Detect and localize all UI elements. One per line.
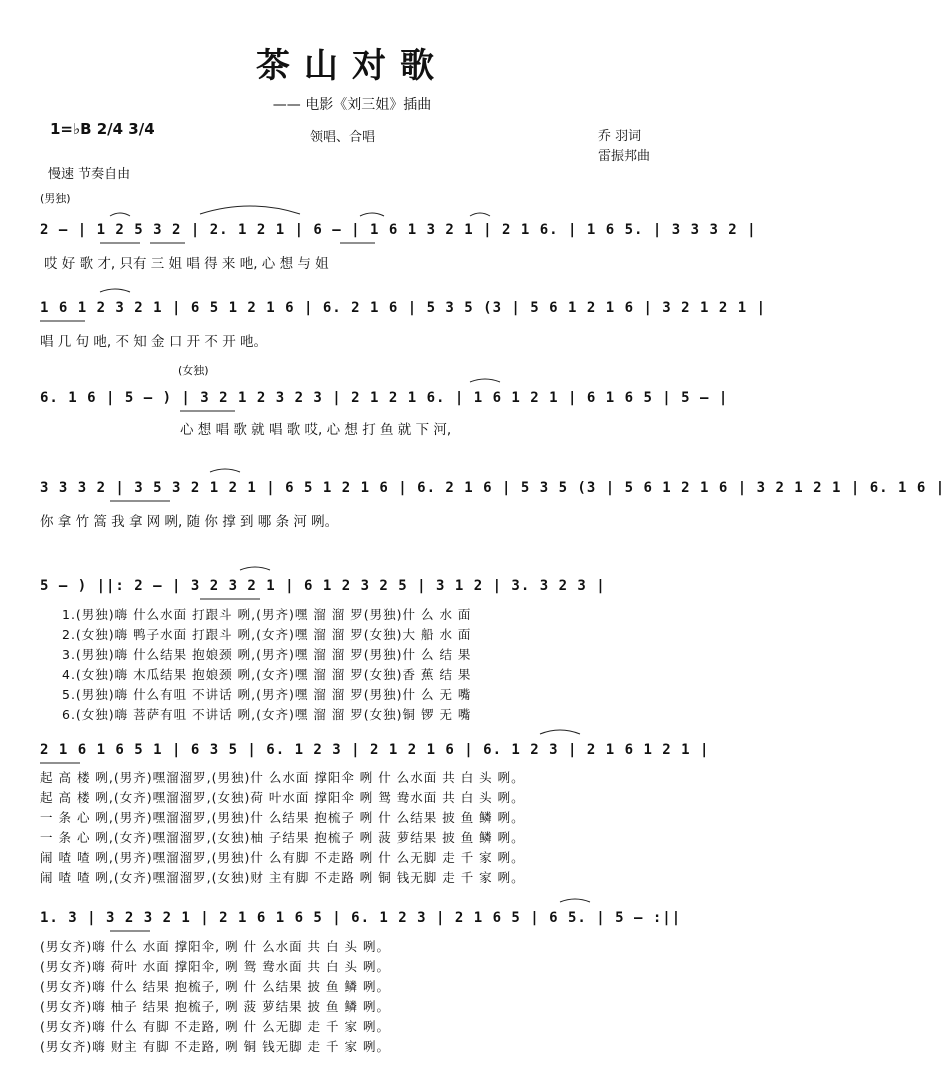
lyric-line: 哎 好 歌 才, 只有 三 姐 唱 得 来 吔, 心 想 与 姐: [44, 256, 329, 272]
verse-line: (男女齐)嗨 财主 有脚 不走路, 咧 铜 钱无脚 走 千 家 咧。: [40, 1039, 390, 1054]
lyric-line: 心 想 唱 歌 就 唱 歌 哎, 心 想 打 鱼 就 下 河,: [180, 422, 452, 438]
notation-line: 6. 1 6 | 5 – ) | 3 2 1 2 3 2 3 | 2 1 2 1 6. | 1 6 1 2 1 | 6 1 6 5 | 5 – |: [40, 390, 729, 406]
page-title: 茶山对歌: [256, 46, 448, 86]
verse-line: 闹 喳 喳 咧,(男齐)嘿溜溜罗,(男独)什 么有脚 不走路 咧 什 么无脚 走 千 家 咧。: [40, 850, 525, 865]
notation-line: 2 1 6 1 6 5 1 | 6 3 5 | 6. 1 2 3 | 2 1 2 1 6 | 6. 1 2 3 | 2 1 6 1 2 1 |: [40, 742, 710, 758]
performance-form: 领唱、合唱: [310, 130, 376, 145]
slur-mark: [210, 469, 240, 472]
verse-line: 起 高 楼 咧,(女齐)嘿溜溜罗,(女独)荷 叶水面 撑阳伞 咧 鸳 鸯水面 共 白 头 咧。: [40, 790, 525, 805]
verse-line: 6.(女独)嗨 菩萨有咀 不讲话 咧,(女齐)嘿 溜 溜 罗(女独)铜 锣 无 嘴: [62, 707, 472, 722]
notation-line: 3 3 3 2 | 3 5 3 2 1 2 1 | 6 5 1 2 1 6 | 6. 2 1 6 | 5 3 5 (3 | 5 6 1 2 1 6 | 3 2 1 2 1 | 6. 1 6 |: [40, 480, 945, 496]
composer-credit: 雷振邦曲: [598, 149, 651, 164]
verse-line: (男女齐)嗨 什么 结果 抱梳子, 咧 什 么结果 披 鱼 鳞 咧。: [40, 979, 390, 994]
lyricist-credit: 乔 羽词: [598, 129, 642, 144]
verse-line: 3.(男独)嗨 什么结果 抱娘颈 咧,(男齐)嘿 溜 溜 罗(男独)什 么 结 果: [62, 647, 472, 662]
role-marking: (女独): [178, 364, 209, 377]
verse-line: 起 高 楼 咧,(男齐)嘿溜溜罗,(男独)什 么水面 撑阳伞 咧 什 么水面 共 白 头 咧。: [40, 770, 525, 785]
key-signature: 1=♭B 2/4 3/4: [50, 120, 155, 138]
tempo-marking: 慢速 节奏自由: [48, 167, 131, 182]
verse-line: 1.(男独)嗨 什么水面 打跟斗 咧,(男齐)嘿 溜 溜 罗(男独)什 么 水 面: [62, 607, 472, 622]
notation-line: 1 6 1 2 3 2 1 | 6 5 1 2 1 6 | 6. 2 1 6 | 5 3 5 (3 | 5 6 1 2 1 6 | 3 2 1 2 1 |: [40, 300, 767, 316]
slur-mark: [470, 379, 500, 382]
slur-mark: [470, 213, 490, 216]
lyric-line: 唱 几 句 吔, 不 知 金 口 开 不 开 吔。: [40, 334, 267, 350]
verse-line: (男女齐)嗨 荷叶 水面 撑阳伞, 咧 鸳 鸯水面 共 白 头 咧。: [40, 959, 390, 974]
slur-mark: [110, 213, 130, 216]
subtitle: —— 电影《刘三姐》插曲: [272, 97, 432, 113]
verse-line: 4.(女独)嗨 木瓜结果 抱娘颈 咧,(女齐)嘿 溜 溜 罗(女独)香 蕉 结 果: [62, 667, 472, 682]
verse-line: 5.(男独)嗨 什么有咀 不讲话 咧,(男齐)嘿 溜 溜 罗(男独)什 么 无 嘴: [62, 687, 472, 702]
notation-line: 5 – ) ||: 2 – | 3 2 3 2 1 | 6 1 2 3 2 5 | 3 1 2 | 3. 3 2 3 |: [40, 578, 606, 594]
verse-line: (男女齐)嗨 什么 水面 撑阳伞, 咧 什 么水面 共 白 头 咧。: [40, 939, 390, 954]
slur-mark: [560, 899, 590, 902]
verse-line: 一 条 心 咧,(男齐)嘿溜溜罗,(男独)什 么结果 抱梳子 咧 什 么结果 披 鱼 鳞 咧。: [40, 810, 525, 825]
slur-mark: [240, 567, 270, 570]
slur-mark: [100, 289, 130, 292]
verse-line: 一 条 心 咧,(女齐)嘿溜溜罗,(女独)柚 子结果 抱梳子 咧 菠 萝结果 披 鱼 鳞 咧。: [40, 830, 525, 845]
verse-line: 2.(女独)嗨 鸭子水面 打跟斗 咧,(女齐)嘿 溜 溜 罗(女独)大 船 水 面: [62, 627, 472, 642]
verse-line: (男女齐)嗨 柚子 结果 抱梳子, 咧 菠 萝结果 披 鱼 鳞 咧。: [40, 999, 390, 1014]
slur-mark: [540, 730, 580, 734]
verse-line: 闹 喳 喳 咧,(女齐)嘿溜溜罗,(女独)财 主有脚 不走路 咧 铜 钱无脚 走 千 家 咧。: [40, 870, 525, 885]
lyric-line: 你 拿 竹 篙 我 拿 网 咧, 随 你 撑 到 哪 条 河 咧。: [40, 514, 339, 530]
slur-mark: [360, 213, 384, 216]
notation-line: 2 – | 1 2 5 3 2 | 2. 1 2 1 | 6 – | 1 6 1 3 2 1 | 2 1 6. | 1 6 5. | 3 3 3 2 |: [40, 222, 757, 238]
role-marking: (男独): [40, 192, 71, 205]
verse-line: (男女齐)嗨 什么 有脚 不走路, 咧 什 么无脚 走 千 家 咧。: [40, 1019, 390, 1034]
notation-line: 1. 3 | 3 2 3 2 1 | 2 1 6 1 6 5 | 6. 1 2 3 | 2 1 6 5 | 6 5. | 5 – :||: [40, 910, 682, 926]
slur-mark: [200, 206, 300, 214]
